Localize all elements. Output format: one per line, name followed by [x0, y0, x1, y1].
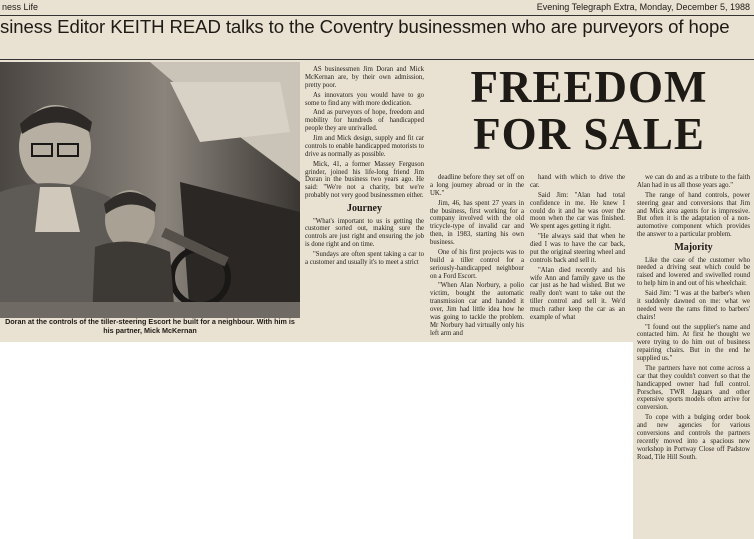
col1-para: Mick, 41, a former Massey Ferguson grinder, joined his life-long friend Jim Doran in the business two years ago. He said: "We're not a charity, but we're probably not very good businessmen either.	[305, 160, 424, 200]
col1-para: "Sundays are often spent taking a car to a customer and usually it's to meet a strict	[305, 251, 424, 266]
col1-para: And as purveyors of hope, freedom and mobility for hundreds of handicapped people they are unrivalled.	[305, 109, 424, 133]
col3-para: "He always said that when he died I was to have the car back, put the original steering wheel and controls back and sell it.	[530, 233, 625, 264]
col3-para: "Alan died recently and his wife Ann and family gave us the car just as he had wished. But we really don't want to take out the tiller control and sell it. We'd much rather keep the car as an example of what	[530, 266, 625, 321]
col1-para: As innovators you would have to go some to find any with more dedication.	[305, 91, 424, 107]
col4-para: Said Jim: "I was at the barber's when it suddenly dawned on me: what we needed were the rams fitted to barbers' chairs!	[637, 290, 750, 321]
standfirst: siness Editor KEITH READ talks to the Coventry businessmen who are purveyors of hope	[0, 16, 730, 37]
col2-para: Jim, 46, has spent 27 years in the business, first working for a company involved with the old tricycle-type of invalid car and then, in 1983, starting his own business.	[430, 199, 524, 246]
section-label: ness Life	[2, 2, 39, 12]
col2-para: "When Alan Norbury, a polio victim, bought the automatic transmission car and handed it over, Jim had little idea how he was going to tackle the problem. Mr Norbury had virtually only his left arm and	[430, 282, 524, 337]
col3-para: hand with which to drive the car.	[530, 174, 625, 189]
subhead-journey: Journey	[347, 203, 382, 214]
article-column-2	[430, 174, 524, 340]
photo-caption: Doran at the controls of the tiller-steering Escort he built for a neighbour. With him is his partner, Mick McKernan	[5, 317, 295, 335]
col1-para: AS businessmen Jim Doran and Mick McKernan are, by their own admission, pretty poor.	[305, 66, 424, 89]
article-photo	[0, 62, 300, 318]
subhead-majority: Majority	[674, 242, 713, 253]
col2-para: deadline before they set off on a long journey abroad or in the UK."	[430, 174, 524, 197]
col4-para: The range of hand controls, power steering gear and conversions that Jim and Mick area agents for is impressive. But often it is the adaptation of a non-automotive component which provides the answer to a particular problem.	[637, 191, 750, 239]
headline	[428, 64, 750, 159]
col4-para: we can do and as a tribute to the faith Alan had in us all those years ago."	[637, 174, 750, 189]
col4-para: The partners have not come across a car that they couldn't convert so that the handicapped owner had full control. Porsches, TWR Jaguars and other expensive sports models often arrive for conversion.	[637, 364, 750, 412]
deck-rule	[0, 59, 754, 60]
col4-para: "I found out the supplier's name and contacted him. At first he thought we were trying to do him out of business repairing chairs. But in the end he supplied us."	[637, 323, 750, 363]
col4-para: To cope with a bulging order book and new agencies for various conversions and controls the partners recently moved into a spacious new workshop in Portway Close off Padstow Road, Tile Hill South.	[637, 414, 750, 461]
article-column-1	[305, 66, 424, 269]
headline-line-2: FOR SALE	[473, 109, 705, 160]
article-column-3	[530, 174, 625, 324]
col3-para: Said Jim: "Alan had total confidence in me. He knew I could do it and he was over the moon when the car was finished. We spent ages getting it right.	[530, 191, 625, 231]
col2-para: One of his first projects was to build a tiller control for a seriously-handicapped neighbour on a Ford Escort.	[430, 248, 524, 280]
col4-para: Like the case of the customer who needed a driving seat which could be raised and lowered and swivelled round to help him in and out of his wheelchair.	[637, 256, 750, 288]
col1-para: Jim and Mick design, supply and fit car controls to enable handicapped motorists to drive as normally as possible.	[305, 135, 424, 158]
article-column-4	[637, 174, 750, 463]
col1-para: "What's important to us is getting the customer sorted out, making sure the controls are just right and ensuring the job is done right and on time.	[305, 217, 424, 249]
headline-line-1: FREEDOM	[470, 62, 708, 112]
dateline: Evening Telegraph Extra, Monday, December 5, 1988	[536, 2, 750, 12]
